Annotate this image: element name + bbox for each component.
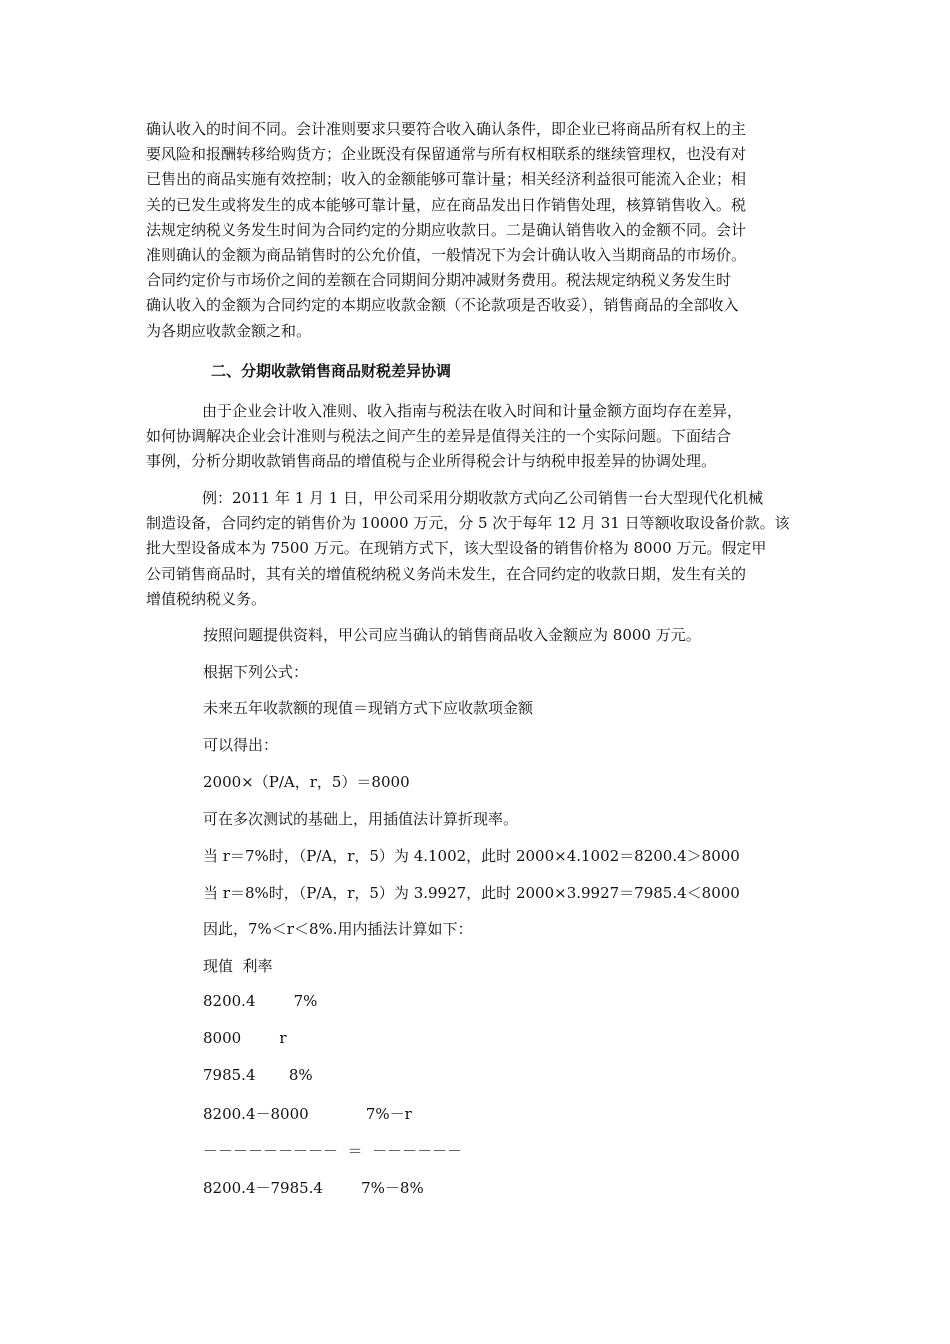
text-line: 例：2011 年 1 月 1 日，甲公司采用分期收款方式向乙公司销售一台大型现代化机械 (202, 489, 764, 507)
text-line: 关的已发生或将发生的成本能够可靠计量，应在商品发出日作销售处理，核算销售收入。税 (146, 195, 747, 214)
formula-line: 2000×（P/A，r，5）＝8000 (203, 773, 410, 791)
formula-line: 当 r＝8%时，（P/A，r，5）为 3.9927，此时 2000×3.9927＝7985.4＜8000 (203, 884, 740, 902)
text-line: 确认收入的金额为合同约定的本期应收款金额（不论款项是否收妥），销售商品的全部收入 (146, 296, 739, 315)
formula-line: 未来五年收款额的现值＝现销方式下应收款项金额 (203, 699, 534, 717)
text-line: 要风险和报酬转移给购货方；企业既没有保留通常与所有权相联系的继续管理权，也没有对 (146, 145, 747, 164)
text-line: 如何协调解决企业会计准则与税法之间产生的差异是值得关注的一个实际问题。下面结合 (146, 427, 732, 446)
intro-paragraph (146, 117, 806, 344)
table-row-line: 8200.4 7% (203, 992, 318, 1010)
calc-line: 可在多次测试的基础上，用插值法计算折现率。 (203, 810, 519, 828)
text-line: 合同约定价与市场价之间的差额在合同期间分期冲减财务费用。税法规定纳税义务发生时 (146, 271, 732, 290)
text-line: 事例，分析分期收款销售商品的增值税与企业所得税会计与纳税申报差异的协调处理。 (146, 452, 717, 471)
table-header-line: 现值 利率 (203, 957, 273, 975)
example-paragraph (146, 486, 806, 612)
table-row-line: 7985.4 8% (203, 1066, 313, 1084)
text-line: 公司销售商品时，其有关的增值税纳税义务尚未发生，在合同约定的收款日期，发生有关的 (146, 564, 747, 583)
calc-line: 根据下列公式： (203, 663, 309, 681)
fraction-bar-line: －－－－－－－－－ ＝ －－－－－－ (203, 1142, 463, 1160)
fraction-numerator-line: 8200.4－8000 7%－r (203, 1105, 412, 1123)
text-line: 准则确认的金额为商品销售时的公允价值，一般情况下为会计确认收入当期商品的市场价。 (146, 246, 747, 265)
calc-line: 可以得出： (203, 736, 279, 754)
text-line: 增值税纳税义务。 (146, 589, 267, 608)
fraction-denominator-line: 8200.4－7985.4 7%－8% (203, 1179, 424, 1197)
text-line: 已售出的商品实施有效控制；收入的金额能够可靠计量；相关经济利益很可能流入企业；相 (146, 170, 747, 189)
table-row-line: 8000 r (203, 1029, 287, 1047)
body-paragraph (146, 399, 806, 475)
calc-line: 因此，7%＜r＜8%.用内插法计算如下： (203, 920, 473, 938)
section-heading: 二、分期收款销售商品财税差异协调 (211, 362, 452, 380)
text-line: 法规定纳税义务发生时间为合同约定的分期应收款日。二是确认销售收入的金额不同。会计 (146, 220, 747, 239)
calc-line: 按照问题提供资料，甲公司应当确认的销售商品收入金额应为 8000 万元。 (203, 626, 701, 644)
text-line: 批大型设备成本为 7500 万元。在现销方式下，该大型设备的销售价格为 8000 万元。假定甲 (146, 539, 767, 558)
formula-line: 当 r＝7%时，（P/A，r，5）为 4.1002，此时 2000×4.1002＝8200.4＞8000 (203, 847, 740, 865)
text-line: 制造设备，合同约定的销售价为 10000 万元，分 5 次于每年 12 月 31 日等额收取设备价款。该 (146, 514, 790, 533)
text-line: 由于企业会计收入准则、收入指南与税法在收入时间和计量金额方面均存在差异， (202, 402, 743, 420)
text-line: 确认收入的时间不同。会计准则要求只要符合收入确认条件，即企业已将商品所有权上的主 (146, 120, 747, 138)
text-line: 为各期应收款金额之和。 (146, 321, 312, 340)
